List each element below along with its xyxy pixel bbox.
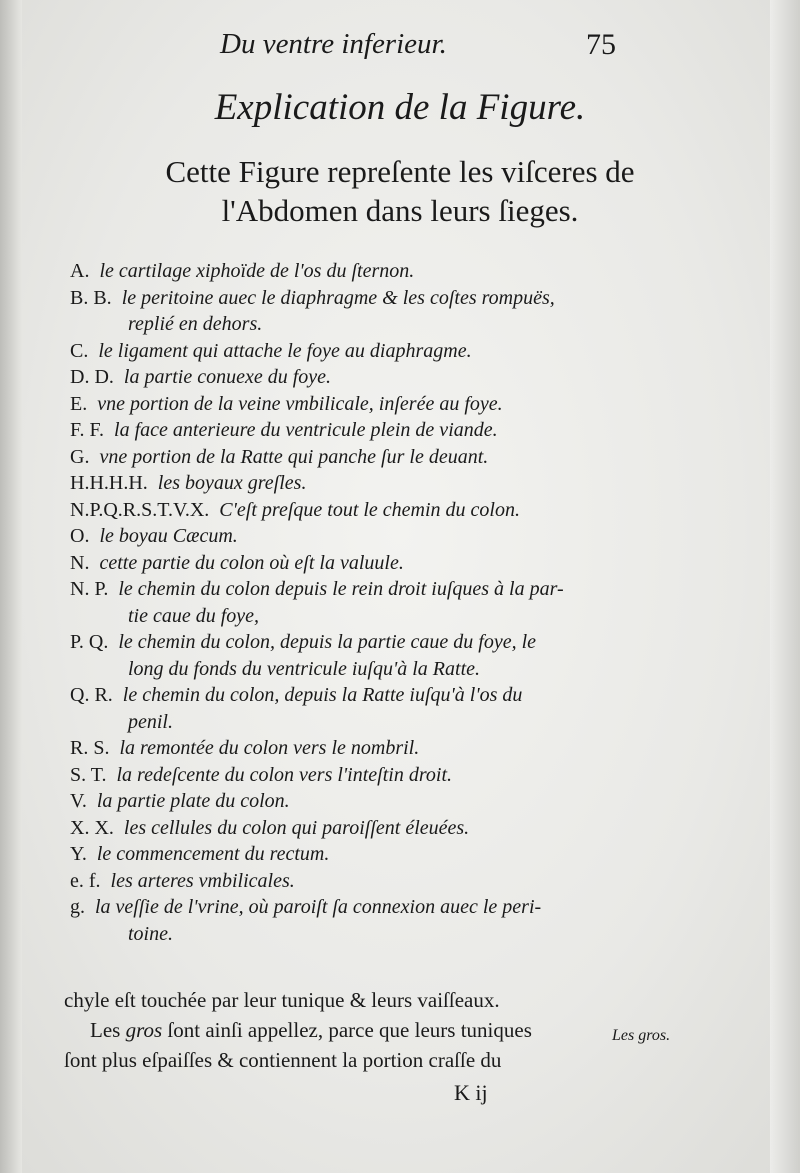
legend-item — [70, 497, 630, 524]
legend-description: cette partie du colon où eſt la valuule. — [99, 551, 404, 574]
legend-description: la partie plate du colon. — [96, 790, 290, 812]
legend-continuation: penil. — [128, 710, 173, 733]
body-line: ſont plus eſpaiſſes & contiennent la portion craſſe du — [64, 1048, 502, 1072]
legend-item — [70, 550, 630, 577]
legend-item — [70, 391, 630, 418]
legend-key: Y. — [70, 843, 87, 865]
legend-key: A. — [70, 260, 90, 282]
legend-description: vne portion de la veine vmbilicale, inſerée au foye. — [97, 392, 503, 415]
legend-description: le commencement du rectum. — [96, 843, 330, 865]
legend-key: O. — [70, 525, 90, 547]
legend-description: la remontée du colon vers le nombril. — [119, 737, 420, 759]
signature-mark: K ij — [454, 1080, 488, 1105]
legend-key: D. D. — [70, 366, 114, 388]
legend-key: e. f. — [70, 869, 101, 892]
legend-item — [70, 258, 630, 285]
page-number: 75 — [586, 28, 616, 61]
body-line-end: ſont ainſi appellez, parce que leurs tuniques — [162, 1018, 532, 1042]
margin-note: Les gros. — [612, 1027, 671, 1044]
legend-description: la redeſcente du colon vers l'inteſtin droit. — [116, 763, 452, 786]
figure-legend — [70, 258, 630, 947]
legend-description: le cartilage xiphoïde de l'os du ſternon. — [99, 260, 415, 282]
legend-description: le chemin du colon, depuis la partie caue du foye, le — [118, 631, 537, 653]
subtitle-line: l'Abdomen dans leurs ſieges. — [221, 193, 579, 228]
legend-item — [70, 815, 630, 842]
legend-item — [70, 841, 630, 868]
legend-item — [70, 735, 630, 762]
legend-description: la partie conuexe du foye. — [123, 366, 332, 388]
body-line: chyle eſt touchée par leur tunique & leurs vaiſſeaux. — [64, 988, 500, 1012]
legend-key: g. — [70, 896, 85, 918]
legend-item — [70, 788, 630, 815]
legend-key: E. — [70, 392, 88, 415]
subtitle-line: Cette Figure repreſente les viſceres de — [165, 154, 635, 189]
legend-description: les cellules du colon qui paroiſſent éleuées. — [123, 816, 470, 839]
legend-continuation: replié en dehors. — [128, 313, 263, 335]
legend-description: la face anterieure du ventricule plein de viande. — [114, 419, 498, 441]
page-header — [0, 28, 800, 72]
legend-continuation: long du fonds du ventricule iuſqu'à la Ratte. — [128, 657, 481, 680]
legend-item — [70, 868, 630, 895]
legend-description: le boyau Cæcum. — [99, 525, 238, 547]
figure-subtitle — [60, 152, 740, 230]
legend-description: les boyaux greſles. — [157, 472, 307, 494]
legend-key: R. S. — [70, 737, 110, 759]
page-edge-shadow — [770, 0, 800, 1173]
legend-item — [70, 417, 630, 444]
legend-key: N.P.Q.R.S.T.V.X. — [70, 498, 210, 521]
legend-continuation: tie caue du foye, — [128, 604, 260, 627]
legend-item — [70, 285, 630, 338]
legend-item — [70, 444, 630, 471]
legend-key: F. F. — [70, 419, 105, 441]
legend-description: la veſſie de l'vrine, où paroiſt ſa connexion auec le peri- — [95, 896, 542, 918]
legend-item — [70, 470, 630, 497]
emphasized-word: gros — [125, 1018, 163, 1042]
legend-description: le chemin du colon depuis le rein droit iuſques à la par- — [118, 578, 564, 600]
body-line-start: Les — [90, 1018, 126, 1042]
legend-item — [70, 682, 630, 735]
legend-key: P. Q. — [70, 631, 109, 653]
legend-key: X. X. — [70, 816, 114, 839]
legend-continuation: toine. — [128, 922, 173, 945]
legend-description: les arteres vmbilicales. — [110, 869, 295, 892]
legend-description: C'eſt preſque tout le chemin du colon. — [219, 498, 520, 521]
legend-key: N. — [70, 551, 90, 574]
legend-item — [70, 523, 630, 550]
legend-item — [70, 894, 630, 947]
legend-key: H.H.H.H. — [70, 472, 148, 494]
legend-description: vne portion de la Ratte qui panche ſur le deuant. — [99, 445, 489, 468]
legend-item — [70, 364, 630, 391]
legend-key: N. P. — [70, 578, 109, 600]
legend-key: G. — [70, 445, 90, 468]
legend-key: B. B. — [70, 286, 112, 309]
body-line — [64, 1015, 604, 1045]
body-text — [64, 985, 604, 1075]
legend-item — [70, 338, 630, 365]
legend-key: S. T. — [70, 763, 107, 786]
legend-description: le ligament qui attache le foye au diaphragme. — [98, 339, 472, 362]
legend-key: V. — [70, 790, 87, 812]
running-head: Du ventre inferieur. — [220, 28, 447, 60]
legend-description: le peritoine auec le diaphragme & les coſtes rompuës, — [121, 286, 555, 309]
legend-item — [70, 629, 630, 682]
section-title: Explication de la Figure. — [214, 87, 586, 128]
legend-key: C. — [70, 339, 89, 362]
legend-key: Q. R. — [70, 684, 113, 706]
legend-description: le chemin du colon, depuis la Ratte iuſqu'à l'os du — [122, 684, 523, 706]
page-edge-shadow — [0, 0, 22, 1173]
legend-item — [70, 762, 630, 789]
legend-item — [70, 576, 630, 629]
